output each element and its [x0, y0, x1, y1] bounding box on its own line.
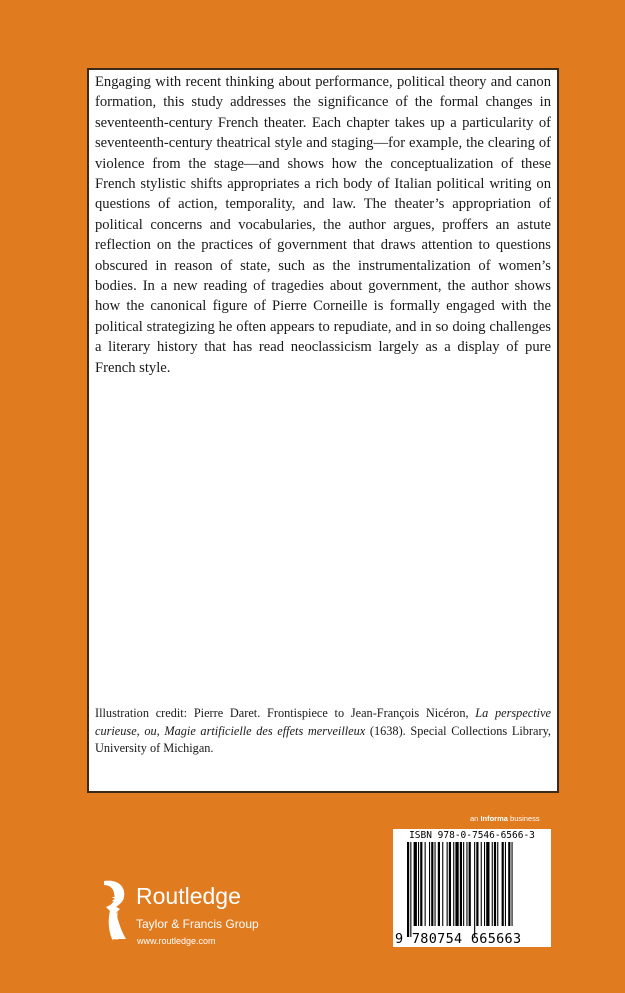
barcode-bar [505, 842, 506, 926]
barcode-bar [425, 842, 426, 926]
barcode-bar [407, 842, 409, 937]
barcode-bar [455, 842, 458, 926]
credit-title: La perspective curieuse, ou, Magie artificielle des effets merveilleux [95, 706, 551, 738]
barcode-bar [442, 842, 443, 926]
barcode-bar [420, 842, 422, 926]
barcode-bar [494, 842, 496, 926]
barcode-bar [429, 842, 430, 926]
barcode-bar [453, 842, 454, 926]
barcode-bar [492, 842, 493, 926]
barcode-bar [466, 842, 467, 926]
publisher-name: Routledge [136, 883, 241, 909]
barcode-bar [449, 842, 451, 926]
barcode-bar [484, 842, 485, 926]
informa-tagline [470, 814, 540, 823]
barcode-bar [463, 842, 464, 926]
barcode-bar [486, 842, 489, 926]
barcode-bar [447, 842, 448, 926]
book-blurb: Engaging with recent thinking about performance, political theory and canon formation, this study addresses the significance of the formal changes in seventeenth-century French theater. Each chapter takes up a particularity of seventeenth-century theatrical style and staging—for example, the clearing of violence from the stage—and shows how the conceptualization of these French stylistic shifts appropriates a rich body of Italian political writing on questions of action, temporality, and law. The theater’s appropriation of political concerns and vocabularies, the author argues, proffers an astute reflection on the practices of government that draws attention to questions obscured in reason of state, such as the instrumentalization of women’s bodies. In a new reading of tragedies about government, the author shows how the canonical figure of Pierre Corneille is formally engaged with the political strategizing he often appears to repudiate, and in so doing challenges a literary history that has read neoclassicism largely as a display of pure French style. [95, 74, 551, 376]
credit-prefix: Illustration credit: Pierre Daret. Frontispiece to Jean-François Nicéron, [95, 706, 476, 720]
informa-brand: Informa [480, 814, 508, 823]
description-panel [87, 68, 559, 793]
barcode-bar [481, 842, 482, 926]
barcode-digits: 9 780754 665663 [395, 931, 522, 947]
credit-suffix: (1638). Special Collections Library, University of Michigan. [95, 723, 551, 755]
barcode-bar [476, 842, 478, 926]
informa-pre: an [470, 814, 481, 823]
publisher-url: www.routledge.com [137, 936, 216, 946]
barcode-bar [460, 842, 462, 926]
barcode-bars [407, 842, 539, 937]
barcode-bar [438, 842, 440, 926]
isbn-label: ISBN 978-0-7546-6566-3 [409, 830, 535, 841]
barcode-bar [414, 842, 417, 926]
barcode-bar [512, 842, 513, 926]
illustration-credit [95, 705, 551, 758]
routledge-vertical-mark: ROUTLEDGE [110, 896, 118, 941]
barcode-bar [508, 842, 510, 926]
barcode-bar [474, 842, 475, 937]
barcode-bar [435, 842, 436, 926]
isbn-barcode [393, 829, 551, 947]
informa-post: business [507, 814, 540, 823]
barcode-bar [418, 842, 419, 926]
barcode-bar [431, 842, 433, 926]
barcode-bar [469, 842, 471, 926]
barcode-bar [410, 842, 411, 937]
publisher-group: Taylor & Francis Group [136, 917, 259, 931]
barcode-bar [502, 842, 504, 926]
barcode-bar [497, 842, 498, 926]
